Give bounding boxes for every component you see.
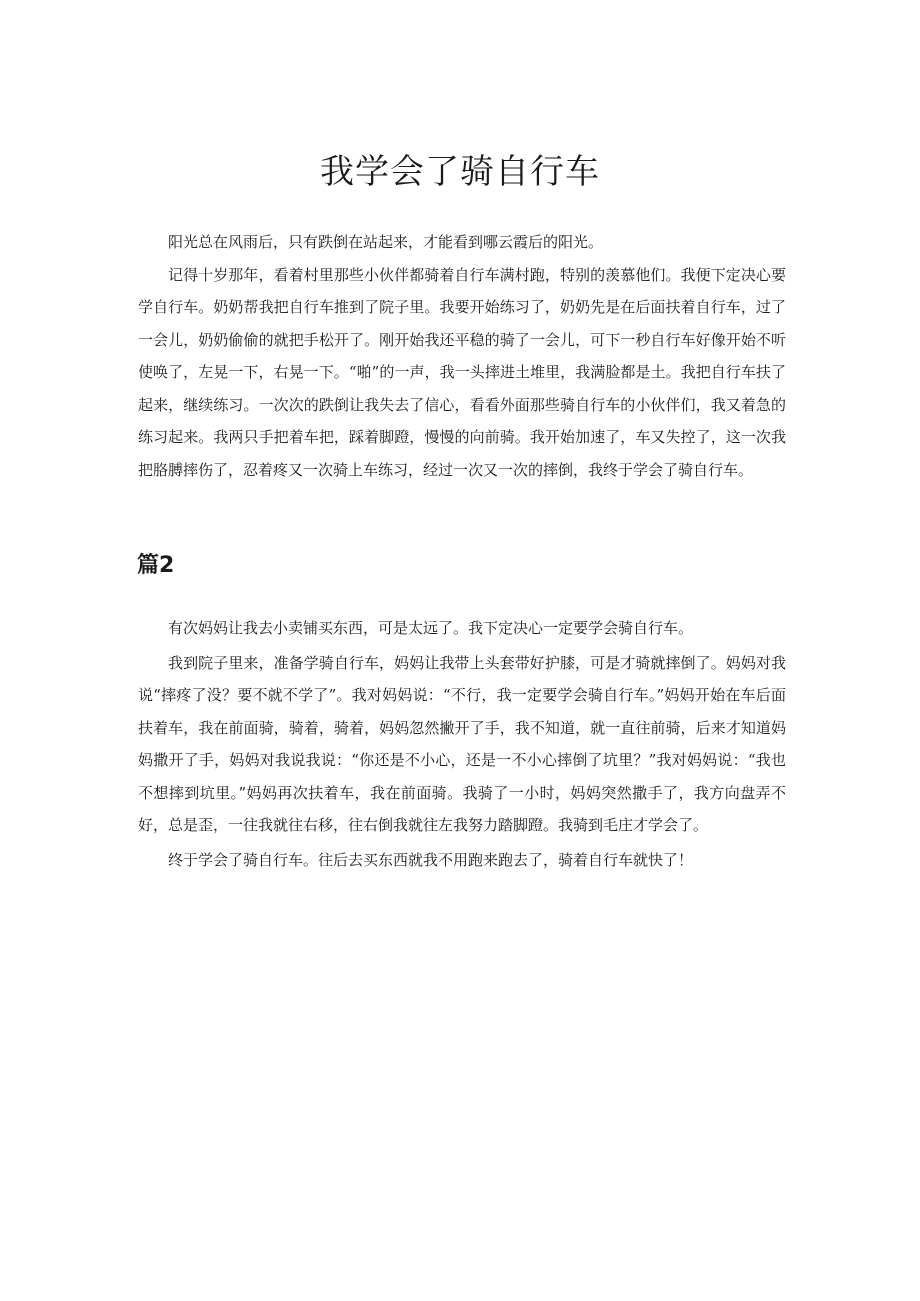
section-2-paragraph: 终于学会了骑自行车。往后去买东西就我不用跑来跑去了，骑着自行车就快了！ xyxy=(168,850,694,869)
section-2-paragraph: 有次妈妈让我去小卖铺买东西，可是太远了。我下定决心一定要学会骑自行车。 xyxy=(168,619,694,637)
section-1-body xyxy=(138,226,786,486)
section-2-body xyxy=(138,612,786,878)
section-2-heading: 篇2 xyxy=(137,553,175,578)
section-1-paragraph: 记得十岁那年，看着村里那些小伙伴都骑着自行车满村跑，特别的羡慕他们。我便下定决心要学自行车。奶奶帮我把自行车推到了院子里。我要开始练习了，奶奶先是在后面扶着自行车，过了一会儿，奶奶偷偷的就把手松开了。刚开始我还平稳的骑了一会儿，可下一秒自行车好像开始不听使唤了，左晃一下，右晃一下。“啪”的一声，我一头摔进土堆里，我满脸都是土。我把自行车扶了起来，继续练习。一次次的跌倒让我失去了信心，看看外面那些骑自行车的小伙伴们，我又着急的练习起来。我两只手把着车把，踩着脚蹬，慢慢的向前骑。我开始加速了，车又失控了，这一次我把胳膊摔伤了，忍着疼又一次骑上车练习，经过一次又一次的摔倒，我终于学会了骑自行车。 xyxy=(138,265,786,479)
section-1-paragraph: 阳光总在风雨后，只有跌倒在站起来，才能看到哪云霞后的阳光。 xyxy=(168,233,604,251)
document-title: 我学会了骑自行车 xyxy=(320,152,600,192)
section-2-paragraph: 我到院子里来，准备学骑自行车，妈妈让我带上头套带好护膝，可是才骑就摔倒了。妈妈对我说“摔疼了没？要不就不学了”。我对妈妈说：“不行，我一定要学会骑自行车。”妈妈开始在车后面扶着车，我在前面骑，骑着，骑着，妈妈忽然撇开了手，我不知道，就一直往前骑，后来才知道妈妈撒开了手，妈妈对我说我说：“你还是不小心，还是一不小心摔倒了坑里？”我对妈妈说：“我也不想摔到坑里。”妈妈再次扶着车，我在前面骑。我骑了一小时，妈妈突然撒手了，我方向盘弄不好，总是歪，一往我就往右移，往右倒我就往左我努力踏脚蹬。我骑到毛庄才学会了。 xyxy=(138,653,786,834)
